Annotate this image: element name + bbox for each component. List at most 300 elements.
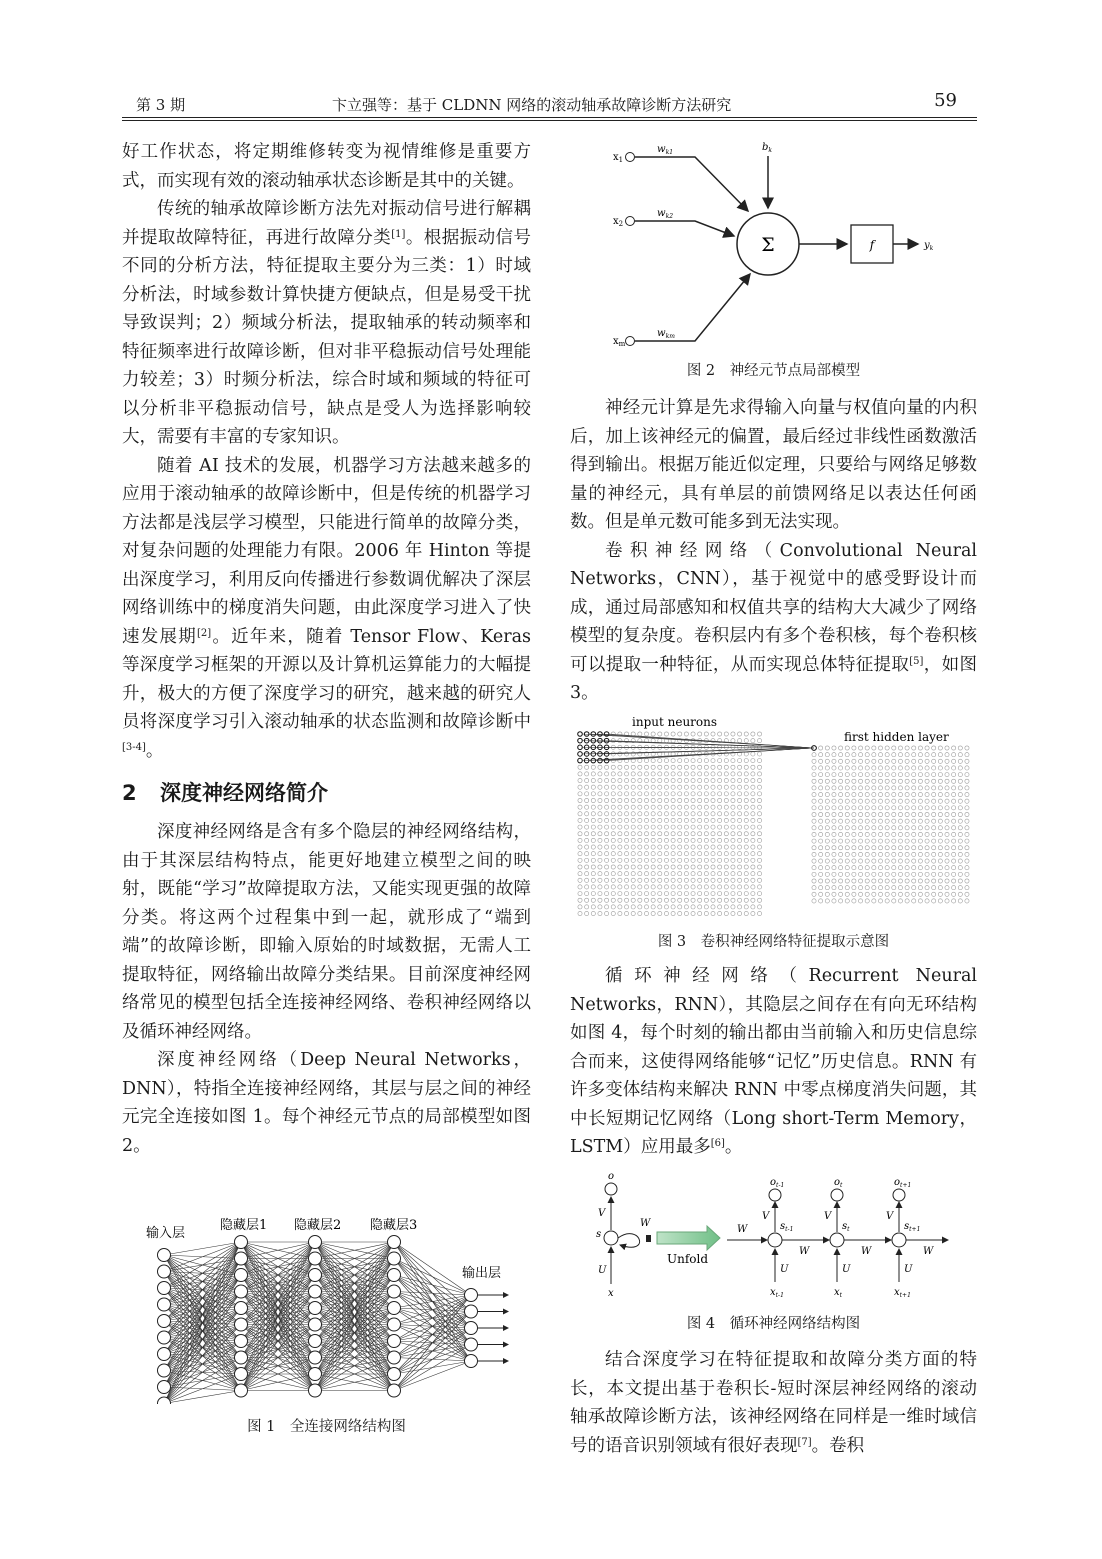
input-neuron	[684, 845, 688, 849]
hidden-neuron	[819, 779, 823, 783]
hidden-neuron	[839, 746, 843, 750]
citation[interactable]: [2]	[196, 627, 212, 639]
hidden-neuron	[825, 792, 829, 796]
hidden-neuron	[812, 759, 816, 763]
input-neuron	[671, 858, 675, 862]
input-neuron	[605, 898, 609, 902]
input-neuron	[658, 805, 662, 809]
connection	[164, 1391, 241, 1404]
input-neuron	[624, 872, 628, 876]
input-neuron	[671, 825, 675, 829]
hidden-neuron	[845, 846, 849, 850]
input-neuron	[751, 778, 755, 782]
hidden-neuron	[865, 779, 869, 783]
input-neuron	[624, 852, 628, 856]
hidden-neuron	[918, 839, 922, 843]
input-neuron	[718, 765, 722, 769]
hidden-neuron	[845, 872, 849, 876]
input-neuron	[691, 798, 695, 802]
input-neuron	[691, 732, 695, 736]
input-neuron	[671, 911, 675, 915]
hidden-neuron	[925, 759, 929, 763]
state-node-prev	[768, 1233, 782, 1247]
hidden-neuron	[952, 799, 956, 803]
input-neuron	[578, 812, 582, 816]
hidden-neuron	[885, 792, 889, 796]
hidden-neuron	[852, 859, 856, 863]
connection	[164, 1242, 241, 1321]
input-neuron	[644, 792, 648, 796]
hidden-neuron	[812, 832, 816, 836]
input-neuron	[624, 818, 628, 822]
input-neuron	[684, 838, 688, 842]
input-neuron	[624, 892, 628, 896]
input-neuron	[624, 838, 628, 842]
input-neuron	[644, 865, 648, 869]
neuron-node	[465, 1338, 478, 1351]
input-neuron	[578, 858, 582, 862]
input-neuron	[738, 858, 742, 862]
input-neuron	[585, 785, 589, 789]
hidden-neuron	[825, 799, 829, 803]
input-neuron	[578, 905, 582, 909]
input-neuron	[738, 878, 742, 882]
hidden-neuron	[819, 879, 823, 883]
input-neuron	[718, 852, 722, 856]
hidden-neuron	[885, 759, 889, 763]
hidden-neuron	[965, 773, 969, 777]
input-neuron	[578, 792, 582, 796]
w-label: W	[923, 1246, 934, 1257]
input-neuron	[704, 772, 708, 776]
hidden-neuron	[878, 846, 882, 850]
o-prev-label: $o_{t-1}$	[770, 1177, 785, 1189]
input-neuron	[678, 825, 682, 829]
input-neuron	[605, 872, 609, 876]
citation[interactable]: [1]	[391, 228, 406, 240]
hidden-neuron	[932, 786, 936, 790]
input-neuron	[757, 865, 761, 869]
input-label-x1: $x_1$	[613, 152, 624, 164]
input-neuron	[591, 872, 595, 876]
input-neuron	[605, 812, 609, 816]
output-node-next	[893, 1189, 905, 1201]
input-neuron	[598, 785, 602, 789]
input-neuron	[711, 905, 715, 909]
input-neuron	[738, 765, 742, 769]
input-neuron	[644, 845, 648, 849]
hidden-neuron	[858, 859, 862, 863]
hidden-neuron	[825, 773, 829, 777]
hidden-neuron	[952, 846, 956, 850]
input-neuron	[731, 745, 735, 749]
input-neuron	[585, 812, 589, 816]
output-label: $y_k$	[924, 240, 934, 252]
input-neuron	[598, 898, 602, 902]
hidden-neuron	[819, 852, 823, 856]
input-neuron	[698, 759, 702, 763]
folded-o-label: o	[608, 1172, 615, 1182]
hidden-neuron	[825, 806, 829, 810]
input-neuron	[638, 878, 642, 882]
neuron-node	[158, 1249, 171, 1262]
paragraph: 传统的轴承故障诊断方法先对振动信号进行解耦并提取故障特征，再进行故障分类[1]。根据振动信号不同的分析方法，特征提取主要分为三类：1）时域分析法，时域参数计算快捷方便缺点，但是易受干扰导致误判；2）频域分析法，提取轴承的转动频率和特征频率进行故障诊断，但对非平稳振动信号处理能力较差；3）时频分析法，综合时域和频域的特征可以分析非平稳振动信号，缺点是受人为选择影响较大，需要有丰富的专家知识。	[122, 199, 532, 447]
hidden-neuron	[898, 879, 902, 883]
input-neuron	[684, 798, 688, 802]
hidden-neuron	[938, 812, 942, 816]
hidden-neuron	[885, 832, 889, 836]
input-neuron	[757, 898, 761, 902]
input-neuron	[738, 865, 742, 869]
neuron-diagram	[600, 136, 960, 356]
hidden-neuron	[812, 839, 816, 843]
input-neuron	[591, 812, 595, 816]
input-neuron	[678, 838, 682, 842]
hidden-neuron	[905, 879, 909, 883]
input-neuron	[578, 798, 582, 802]
citation[interactable]: [6]	[710, 1138, 725, 1149]
input-neuron	[751, 732, 755, 736]
input-neuron	[605, 818, 609, 822]
input-neuron	[651, 832, 655, 836]
hidden-neuron	[912, 779, 916, 783]
hidden-neuron	[839, 872, 843, 876]
input-neuron	[757, 845, 761, 849]
input-neuron	[678, 858, 682, 862]
unfold-arrow	[657, 1226, 720, 1250]
input-neuron	[651, 911, 655, 915]
input-neuron	[731, 832, 735, 836]
input-neuron	[744, 885, 748, 889]
hidden-neuron	[898, 786, 902, 790]
hidden-neuron	[839, 773, 843, 777]
hidden-neuron	[872, 826, 876, 830]
hidden-neuron	[958, 892, 962, 896]
input-neuron	[684, 865, 688, 869]
input-neuron	[698, 852, 702, 856]
input-neuron	[698, 885, 702, 889]
hidden-neuron	[812, 773, 816, 777]
input-neuron	[704, 865, 708, 869]
input-neuron	[671, 838, 675, 842]
hidden-neuron	[832, 753, 836, 757]
input-neuron	[598, 825, 602, 829]
hidden-neuron	[819, 899, 823, 903]
hidden-neuron	[885, 899, 889, 903]
hidden-neuron	[845, 753, 849, 757]
input-neuron	[644, 805, 648, 809]
input-neuron	[751, 845, 755, 849]
hidden-neuron	[839, 799, 843, 803]
input-neuron	[711, 845, 715, 849]
figure-2-neuron-model	[600, 136, 960, 356]
neuron-node	[465, 1305, 478, 1318]
hidden-neuron	[885, 892, 889, 896]
input-neuron	[638, 898, 642, 902]
hidden-neuron	[945, 779, 949, 783]
neuron-node	[158, 1381, 171, 1394]
input-neuron	[724, 905, 728, 909]
hidden-neuron	[952, 759, 956, 763]
input-neuron	[731, 872, 735, 876]
hidden-neuron	[905, 859, 909, 863]
hidden-neuron	[812, 872, 816, 876]
hidden-neuron	[825, 759, 829, 763]
input-neuron	[638, 812, 642, 816]
hidden-neuron	[852, 759, 856, 763]
input-neuron	[664, 878, 668, 882]
input-neuron	[591, 805, 595, 809]
citation[interactable]: [7]	[797, 1436, 812, 1448]
citation[interactable]: [3-4]	[122, 741, 146, 753]
hidden-neuron	[945, 786, 949, 790]
folded-w-label: W	[640, 1218, 651, 1229]
hidden-neuron	[858, 786, 862, 790]
hidden-neuron	[958, 879, 962, 883]
hidden-neuron	[832, 746, 836, 750]
hidden-neuron	[885, 806, 889, 810]
input-neuron	[684, 911, 688, 915]
w-label: W	[861, 1246, 872, 1257]
x-next-label: $x_{t+1}$	[894, 1287, 911, 1299]
input-neuron	[611, 818, 615, 822]
input-neuron	[598, 872, 602, 876]
input-neuron	[611, 778, 615, 782]
input-neuron	[671, 852, 675, 856]
hidden-neuron	[932, 746, 936, 750]
input-neuron	[631, 778, 635, 782]
input-neuron	[744, 852, 748, 856]
hidden-neuron	[918, 779, 922, 783]
input-neuron	[624, 772, 628, 776]
input-neuron	[644, 858, 648, 862]
hidden-neuron	[825, 846, 829, 850]
input-neuron	[744, 812, 748, 816]
hidden-neuron	[845, 839, 849, 843]
neuron-node	[388, 1335, 401, 1348]
hidden-neuron	[885, 839, 889, 843]
input-neuron	[578, 838, 582, 842]
hidden-neuron	[965, 839, 969, 843]
input-neuron	[618, 865, 622, 869]
hidden-neuron	[845, 879, 849, 883]
fully-connected-diagram	[128, 1212, 528, 1404]
hidden-neuron	[892, 746, 896, 750]
input-neuron	[704, 818, 708, 822]
hidden-neuron	[958, 872, 962, 876]
hidden-neuron	[825, 766, 829, 770]
input-neuron	[724, 838, 728, 842]
input-neuron	[684, 892, 688, 896]
input-neuron	[678, 832, 682, 836]
unfold-label: Unfold	[667, 1252, 709, 1266]
input-neuron	[664, 898, 668, 902]
hidden-neuron	[885, 753, 889, 757]
input-neuron	[611, 792, 615, 796]
hidden-neuron	[918, 846, 922, 850]
input-neuron	[704, 858, 708, 862]
hidden-neuron	[839, 879, 843, 883]
neuron-node	[309, 1335, 322, 1348]
input-neuron	[751, 772, 755, 776]
input-neuron	[691, 905, 695, 909]
input-neuron	[664, 885, 668, 889]
input-neuron	[691, 892, 695, 896]
hidden-neuron	[905, 786, 909, 790]
input-neuron	[591, 818, 595, 822]
input-neuron	[757, 785, 761, 789]
section-heading: 2 深度神经网络简介	[122, 781, 328, 805]
hidden-neuron	[892, 839, 896, 843]
hidden-neuron	[912, 879, 916, 883]
input-neuron	[724, 812, 728, 816]
input-neuron	[731, 892, 735, 896]
input-neuron	[711, 898, 715, 902]
hidden-neuron	[885, 846, 889, 850]
input-neuron	[605, 832, 609, 836]
input-neuron	[724, 832, 728, 836]
input-neuron	[578, 805, 582, 809]
input-neuron	[738, 792, 742, 796]
running-title: 卞立强等：基于 CLDNN 网络的滚动轴承故障诊断方法研究	[332, 96, 732, 114]
input-neuron	[757, 872, 761, 876]
input-neuron	[651, 892, 655, 896]
hidden-neuron	[925, 899, 929, 903]
hidden-neuron	[912, 899, 916, 903]
input-neuron	[744, 798, 748, 802]
input-neuron	[585, 825, 589, 829]
input-neuron	[658, 885, 662, 889]
input-neuron	[691, 818, 695, 822]
hidden-neuron	[952, 859, 956, 863]
input-neuron	[638, 892, 642, 896]
input-neuron	[644, 878, 648, 882]
input-neuron	[698, 898, 702, 902]
input-neuron	[624, 898, 628, 902]
hidden-neuron	[825, 899, 829, 903]
x-prev-label: $x_{t-1}$	[770, 1287, 784, 1299]
hidden-neuron	[905, 872, 909, 876]
input-neuron	[704, 838, 708, 842]
input-neuron	[591, 858, 595, 862]
input-neuron	[664, 865, 668, 869]
input-neuron	[611, 878, 615, 882]
hidden-neuron	[912, 852, 916, 856]
hidden-neuron	[865, 792, 869, 796]
hidden-neuron	[885, 872, 889, 876]
hidden-neuron	[812, 899, 816, 903]
hidden-neuron	[898, 779, 902, 783]
input-neuron	[651, 898, 655, 902]
hidden-neuron	[918, 746, 922, 750]
w-label: W	[799, 1246, 810, 1257]
hidden-neuron	[852, 746, 856, 750]
hidden-neuron	[865, 753, 869, 757]
hidden-neuron	[932, 759, 936, 763]
input-neuron	[678, 792, 682, 796]
input-neuron	[644, 798, 648, 802]
hidden-neuron	[958, 792, 962, 796]
input-neuron	[618, 785, 622, 789]
input-neuron	[711, 785, 715, 789]
input-neuron	[658, 825, 662, 829]
hidden-neuron	[912, 746, 916, 750]
input-neuron	[618, 825, 622, 829]
hidden-neuron	[845, 799, 849, 803]
hidden-neuron	[878, 779, 882, 783]
input-neuron	[757, 892, 761, 896]
input-neuron	[598, 805, 602, 809]
hidden-neuron	[952, 866, 956, 870]
input-neuron	[744, 732, 748, 736]
hidden-neuron	[918, 852, 922, 856]
input-neuron	[598, 865, 602, 869]
hidden-neuron	[925, 819, 929, 823]
input-neuron	[585, 838, 589, 842]
input-neuron	[651, 825, 655, 829]
input-neuron	[751, 858, 755, 862]
hidden-neuron	[958, 846, 962, 850]
input-neuron	[751, 818, 755, 822]
hidden-neuron	[965, 746, 969, 750]
input-neuron	[611, 832, 615, 836]
citation[interactable]: [5]	[909, 655, 924, 667]
input-neuron	[644, 825, 648, 829]
input-neuron	[678, 872, 682, 876]
hidden-neuron	[845, 832, 849, 836]
input-neuron	[651, 778, 655, 782]
input-neuron	[738, 805, 742, 809]
input-neuron	[691, 872, 695, 876]
hidden-neuron	[825, 746, 829, 750]
hidden-neuron	[905, 746, 909, 750]
input-neuron	[698, 785, 702, 789]
input-neuron	[724, 765, 728, 769]
hidden-neuron	[905, 839, 909, 843]
hidden-neuron	[925, 839, 929, 843]
neuron-node	[235, 1269, 248, 1282]
hidden-neuron	[845, 779, 849, 783]
input-neuron	[698, 905, 702, 909]
input-neuron	[678, 852, 682, 856]
input-neuron	[598, 792, 602, 796]
hidden-neuron	[932, 773, 936, 777]
s-next-label: $s_{t+1}$	[904, 1221, 921, 1233]
input-neuron	[591, 778, 595, 782]
input-neuron	[585, 832, 589, 836]
hidden-neuron	[865, 766, 869, 770]
connection	[164, 1259, 241, 1404]
input-neuron	[618, 892, 622, 896]
hidden-neuron	[965, 753, 969, 757]
input-neuron	[731, 739, 735, 743]
hidden-neuron	[932, 792, 936, 796]
hidden-neuron	[819, 826, 823, 830]
paragraph: 随着 AI 技术的发展，机器学习方法越来越多的应用于滚动轴承的故障诊断中，但是传统的机器学习方法都是浅层学习模型，只能进行简单的故障分类，对复杂问题的处理能力有限。2006 年 Hinton 等提出深度学习，利用反向传播进行参数调优解决了深层网络训练中的梯度消失问题，由此深度学习进入了快速发展期[2]。近年来，随着 Tensor Flow、Keras 等深度学习框架的开源以及计算机运算能力的大幅提升，极大的方便了深度学习的研究，越来越的研究人员将深度学习引入滚动轴承的状态监测和故障诊断中[3-4]。	[122, 455, 531, 761]
neuron-node	[465, 1322, 478, 1335]
input-node-m	[626, 337, 635, 346]
input-neuron	[671, 772, 675, 776]
connection	[164, 1325, 241, 1404]
hidden-neuron	[905, 766, 909, 770]
input-neuron	[631, 792, 635, 796]
hidden-neuron	[938, 832, 942, 836]
hidden-neuron	[945, 866, 949, 870]
input-neuron	[578, 872, 582, 876]
input-neuron	[757, 878, 761, 882]
paragraph: 结合深度学习在特征提取和故障分类方面的特长，本文提出基于卷积长-短时深层神经网络的滚动轴承故障诊断方法，该神经网络在同样是一维时域信号的语音识别领域有很好表现[7]。卷积	[570, 1350, 977, 1456]
hidden-neuron	[905, 846, 909, 850]
